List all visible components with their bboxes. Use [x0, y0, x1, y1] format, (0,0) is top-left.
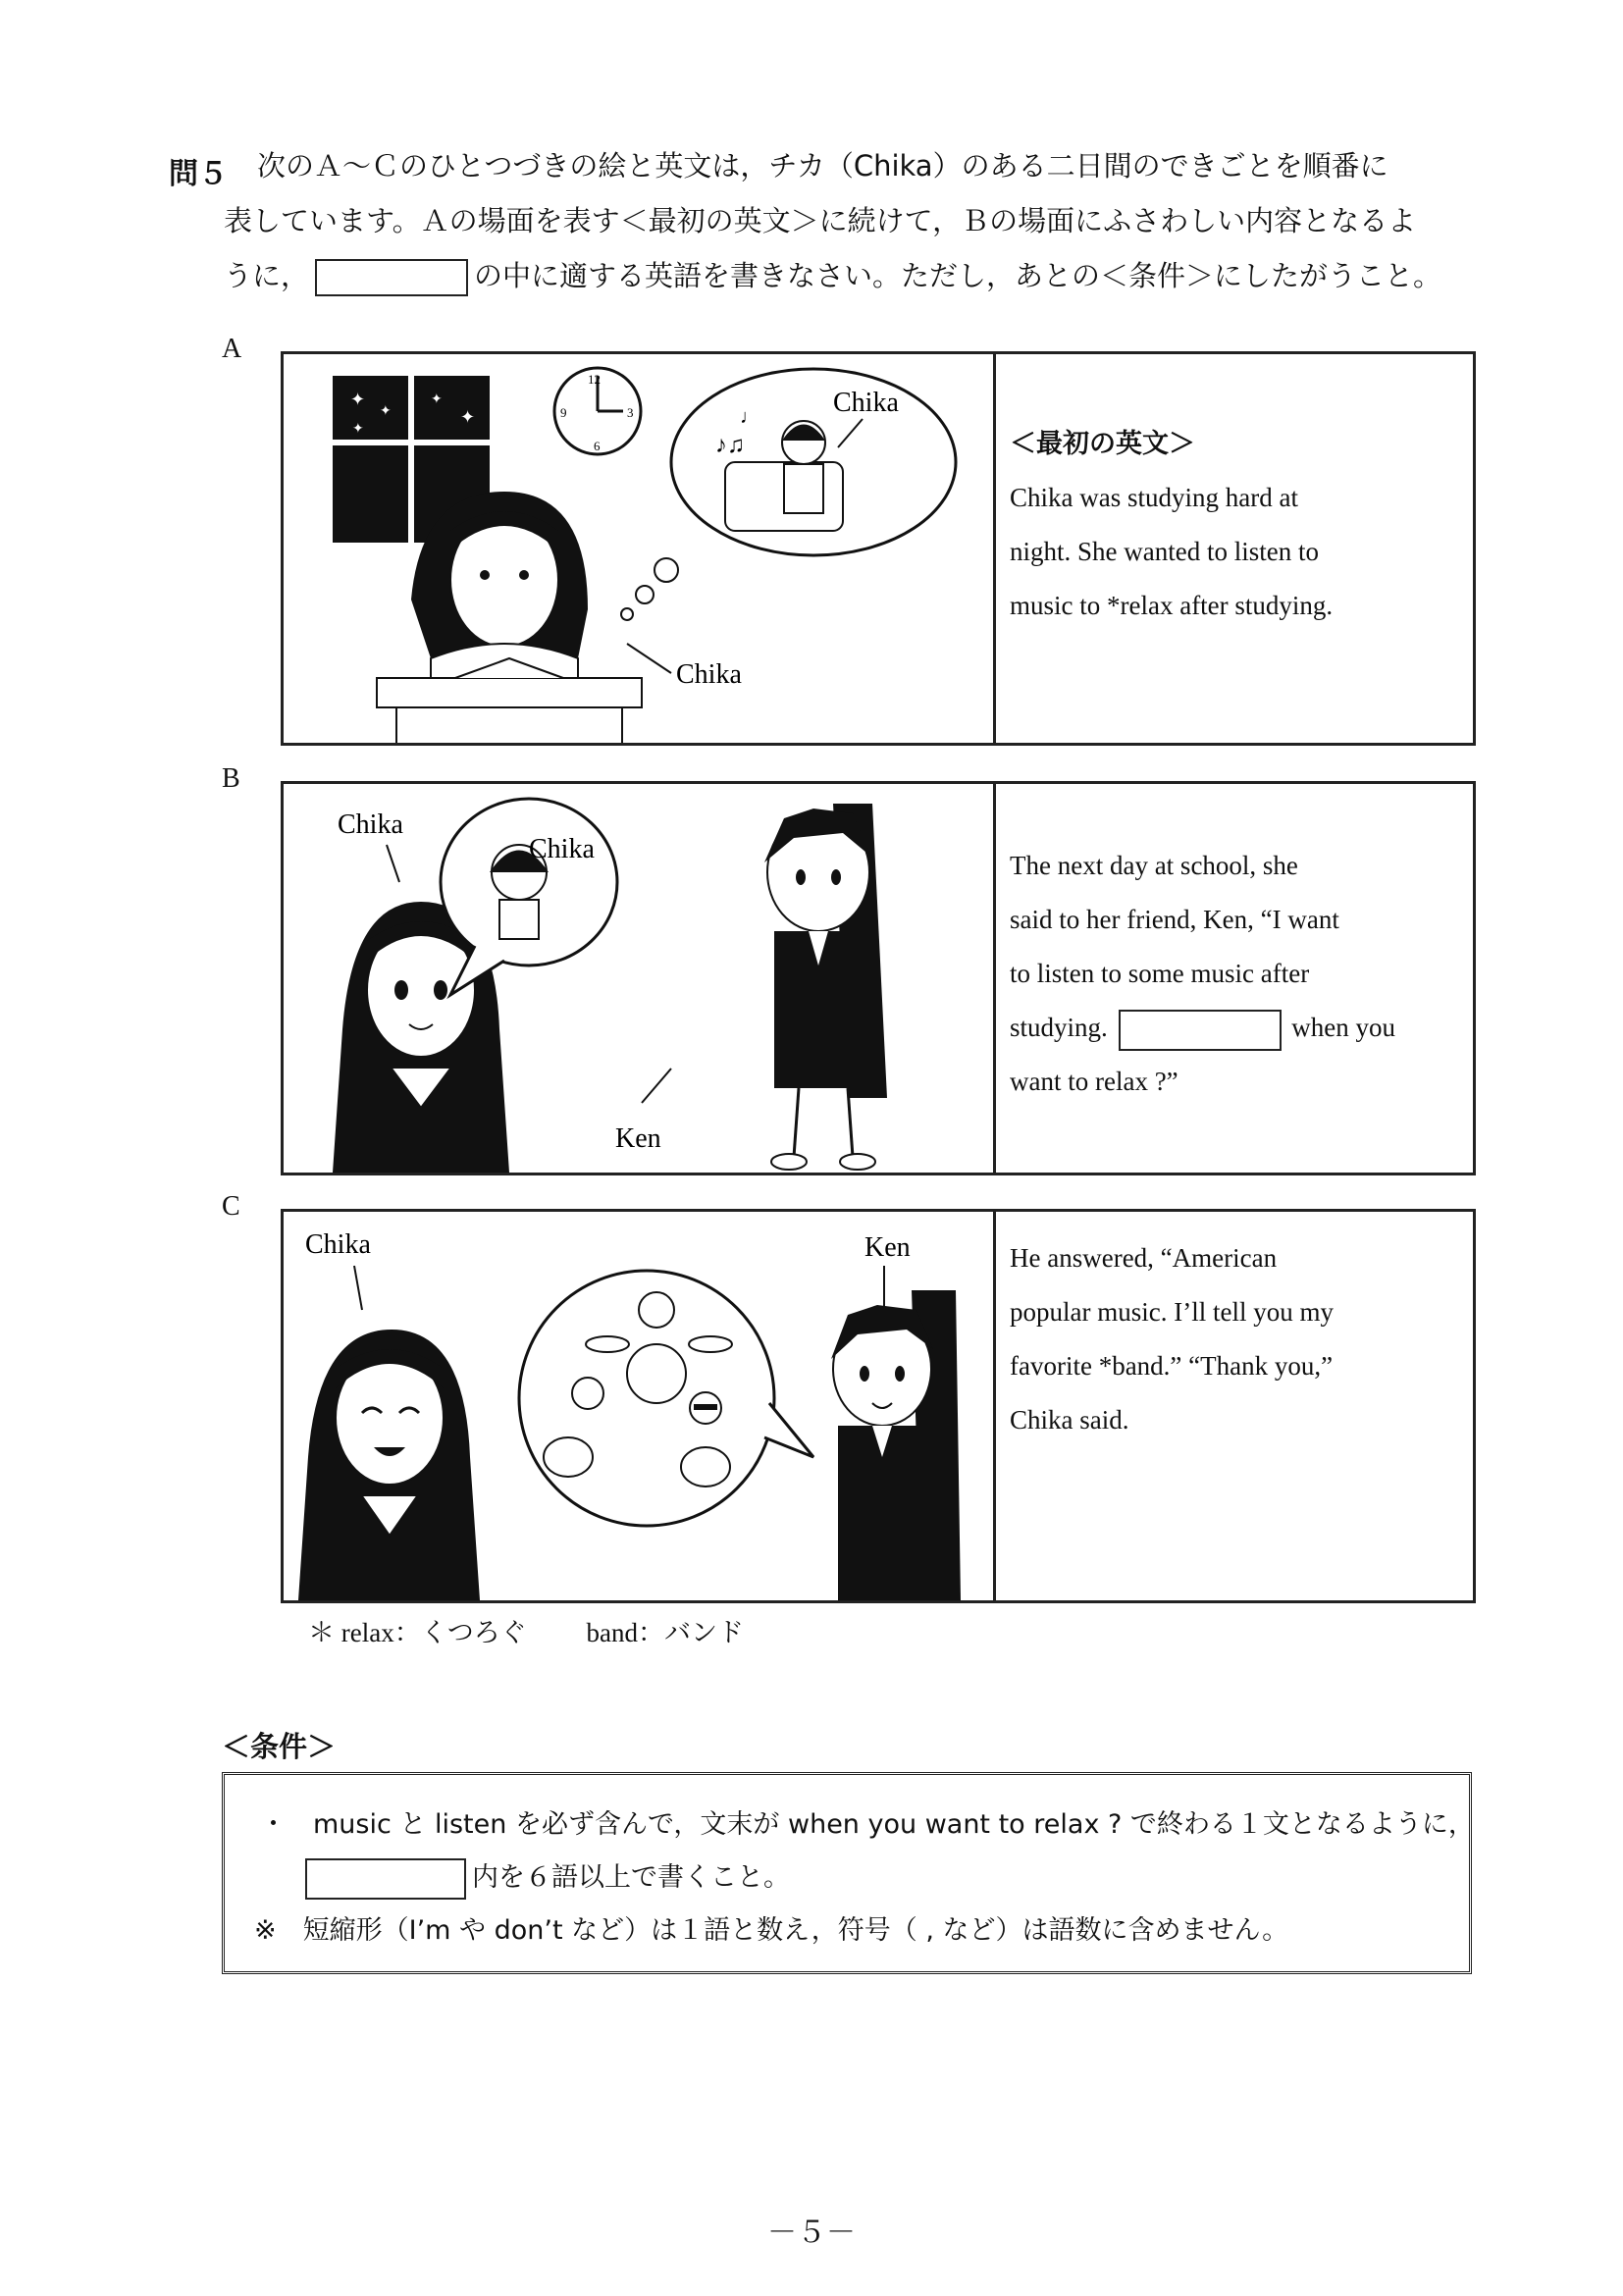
scene-c-panel [281, 1209, 1476, 1603]
scene-b-illustration [284, 784, 996, 1173]
intro-line-2: 表しています。Ａの場面を表す＜最初の英文＞に続けて，Ｂの場面にふさわしい内容となるよ [224, 204, 1417, 237]
condition-line-2-text: 内を６語以上で書くこと。 [472, 1862, 790, 1893]
chika-desk-label: Chika [676, 659, 742, 690]
svg-text:♪♫: ♪♫ [715, 433, 745, 458]
ken-label: Ken [615, 1123, 661, 1154]
chika-smiling-figure-icon [298, 1330, 480, 1600]
chika-c-arrow-icon [354, 1266, 362, 1310]
answer-box-icon [315, 259, 468, 296]
scene-c-line-2: popular music. I’ll tell you my [1010, 1297, 1334, 1327]
condition-line-2 [305, 1855, 790, 1900]
svg-text:3: 3 [627, 405, 634, 420]
scene-a-line-3: music to *relax after studying. [1010, 591, 1334, 620]
scene-c-line-3: favorite *band.” “Thank you,” [1010, 1351, 1334, 1381]
svg-text:✦: ✦ [350, 390, 366, 409]
scene-b-panel [281, 781, 1476, 1175]
ken-arrow-icon [642, 1069, 671, 1103]
scene-a-line-1: Chika was studying hard at [1010, 483, 1298, 512]
scene-a-heading: ＜最初の英文＞ [1010, 429, 1195, 459]
clock-icon [554, 368, 641, 454]
svg-text:✦: ✦ [352, 422, 364, 437]
scene-b-letter: B [222, 763, 240, 794]
intro-line-3-end: の中に適する英語を書きなさい。ただし，あとの＜条件＞にしたがうこと。 [474, 259, 1442, 292]
speech-bubble-icon [441, 799, 617, 995]
svg-text:✦: ✦ [460, 407, 476, 427]
condition-line-3: ※ 短縮形（I’m や don’t など）は１語と数え，符号（ , など）は語数に含めません。 [254, 1915, 1289, 1946]
chika-dream-label: Chika [833, 388, 899, 418]
scene-c-line-4: Chika said. [1010, 1405, 1129, 1435]
svg-text:✦: ✦ [380, 404, 392, 419]
svg-text:9: 9 [560, 405, 567, 420]
scene-a-drawing [284, 354, 993, 743]
scene-b-line-4 [1010, 1001, 1453, 1055]
scene-c-illustration [284, 1212, 996, 1600]
scene-b-line-1: The next day at school, she [1010, 851, 1298, 880]
chika-bubble-label: Chika [529, 834, 595, 864]
svg-text:12: 12 [588, 372, 601, 387]
condition-box-icon [305, 1858, 466, 1900]
chika-left-label: Chika [338, 809, 403, 840]
scene-b-line-5: want to relax ?” [1010, 1067, 1178, 1096]
scene-a-text [1010, 417, 1453, 633]
thought-bubble-icon [621, 369, 956, 620]
ken-c-figure-icon [831, 1290, 961, 1600]
svg-text:6: 6 [594, 439, 601, 453]
chika-left-arrow-icon [387, 845, 399, 882]
scene-c-line-1: He answered, “American [1010, 1243, 1278, 1273]
intro-line-3 [224, 249, 1441, 302]
ken-c-label: Ken [864, 1232, 911, 1263]
scene-c-drawing [284, 1212, 993, 1600]
chika-c-label: Chika [305, 1229, 371, 1260]
scene-c-letter: C [222, 1191, 240, 1222]
svg-text:♩: ♩ [740, 406, 759, 428]
scene-c-text [1010, 1231, 1453, 1447]
ken-figure-icon [764, 804, 887, 1170]
chika-desk-arrow-icon [627, 644, 671, 673]
page-number: －５－ [767, 2217, 856, 2249]
scene-b-line-4-after: when you [1291, 1013, 1395, 1042]
scene-b-text [1010, 839, 1453, 1109]
scene-a-letter: A [222, 334, 242, 364]
scene-a-panel [281, 351, 1476, 746]
scene-b-drawing [284, 784, 993, 1173]
intro-line-3-start: うに， [224, 259, 310, 292]
band-bubble-icon [519, 1271, 813, 1526]
scene-b-line-2: said to her friend, Ken, “I want [1010, 905, 1339, 934]
scene-b-line-3: to listen to some music after [1010, 959, 1310, 988]
scene-b-line-4-before: studying. [1010, 1013, 1108, 1042]
intro-line-1: 次のＡ～Ｃのひとつづきの絵と英文は，チカ（Chika）のある二日間のできごとを順番に [257, 149, 1388, 183]
conditions-title: ＜条件＞ [222, 1730, 337, 1763]
question-number: 問５ [169, 157, 228, 191]
scene-a-illustration [284, 354, 996, 743]
condition-line-1: ・ music と listen を必ず含んで，文末が when you want to relax ? で終わる１文となるように， [260, 1809, 1475, 1840]
scene-a-line-2: night. She wanted to listen to [1010, 537, 1319, 566]
footnote: ＊ relax：くつろぐ band：バンド [308, 1618, 744, 1647]
answer-blank[interactable] [1119, 1010, 1282, 1051]
svg-text:✦: ✦ [431, 392, 443, 407]
conditions-box [222, 1772, 1475, 1974]
